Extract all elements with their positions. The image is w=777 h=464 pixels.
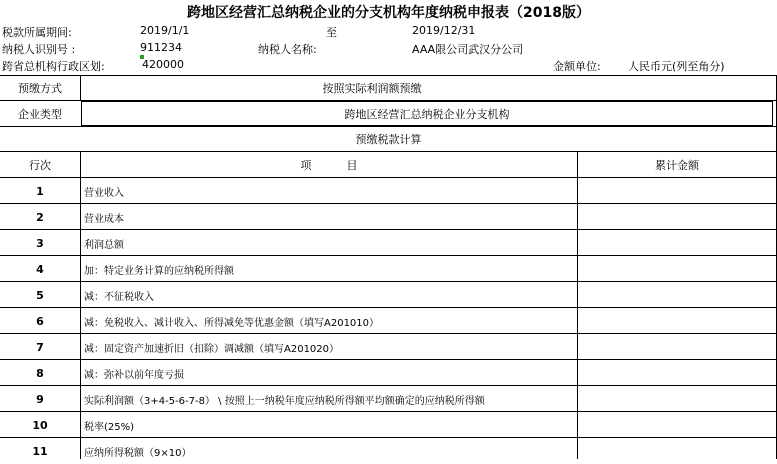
amount-cell[interactable] <box>578 308 776 334</box>
taxpayer-id-label: 纳税人识别号 : <box>2 43 76 56</box>
table-row <box>0 282 777 308</box>
row-item: 实际利润额（3+4-5-6-7-8） \ 按照上一纳税年度应纳税所得额平均额确定的应纳税所得额 <box>84 395 485 407</box>
row-item: 减：不征税收入 <box>84 291 154 303</box>
col-amount: 累计金额 <box>655 158 699 172</box>
col-item: 项 目 <box>300 158 358 172</box>
amount-cell[interactable] <box>578 204 776 230</box>
amount-cell[interactable] <box>578 360 776 386</box>
row-number: 9 <box>36 392 44 406</box>
row-item: 加：特定业务计算的应纳税所得额 <box>84 265 234 277</box>
amount-cell[interactable] <box>578 256 776 282</box>
row-item: 应纳所得税额（9×10） <box>84 447 192 459</box>
taxpayer-id[interactable]: 911234 <box>140 41 182 54</box>
amount-cell[interactable] <box>578 386 776 412</box>
row-item: 营业收入 <box>84 187 124 199</box>
unit-value: 人民币元(列至角分) <box>628 60 725 73</box>
row-number: 2 <box>36 210 44 224</box>
row-number: 5 <box>36 288 44 302</box>
enterprise-value[interactable]: 跨地区经营汇总纳税企业分支机构 <box>81 101 773 126</box>
row-number: 4 <box>36 262 44 276</box>
table-row <box>0 308 777 334</box>
taxpayer-name-label: 纳税人名称: <box>258 43 317 56</box>
section-title: 预缴税款计算 <box>355 133 422 146</box>
row-item: 利润总额 <box>84 239 124 251</box>
row-number: 10 <box>32 418 48 432</box>
period-start[interactable]: 2019/1/1 <box>140 24 190 37</box>
table-row <box>0 204 777 230</box>
amount-cell[interactable] <box>578 412 776 438</box>
amount-cell[interactable] <box>578 230 776 256</box>
row-number: 1 <box>36 184 44 198</box>
period-label: 税款所属期间: <box>2 26 72 39</box>
period-end[interactable]: 2019/12/31 <box>412 24 476 37</box>
row-number: 3 <box>36 236 44 250</box>
table-row <box>0 386 777 412</box>
row-item: 减：免税收入、减计收入、所得减免等优惠金额（填写A201010） <box>84 317 380 329</box>
col-row-no: 行次 <box>29 158 51 172</box>
table-row <box>0 230 777 256</box>
row-number: 11 <box>32 444 48 458</box>
row-number: 6 <box>36 314 44 328</box>
row-item: 减：固定资产加速折旧（扣除）调减额（填写A201020） <box>84 343 340 355</box>
prepay-label: 预缴方式 <box>18 82 62 95</box>
table-row <box>0 256 777 282</box>
table-row <box>0 334 777 360</box>
unit-label: 金额单位: <box>553 60 601 73</box>
region-code[interactable]: 420000 <box>142 58 184 71</box>
prepay-value[interactable]: 按照实际利润额预缴 <box>322 82 422 95</box>
table-row <box>0 178 777 204</box>
period-to: 至 <box>326 26 337 39</box>
amount-cell[interactable] <box>578 438 776 464</box>
row-item: 营业成本 <box>84 213 124 225</box>
enterprise-label: 企业类型 <box>18 107 62 121</box>
table-row <box>0 412 777 438</box>
amount-cell[interactable] <box>578 282 776 308</box>
row-item: 税率(25%) <box>84 421 135 433</box>
taxpayer-name[interactable]: AAA限公司武汉分公司 <box>412 43 524 56</box>
table-row <box>0 438 777 464</box>
amount-cell[interactable] <box>578 334 776 360</box>
amount-cell[interactable] <box>578 178 776 204</box>
region-label: 跨省总机构行政区划: <box>2 60 105 73</box>
row-number: 7 <box>36 340 44 354</box>
table-row <box>0 360 777 386</box>
report-title: 跨地区经营汇总纳税企业的分支机构年度纳税申报表（2018版） <box>187 5 590 21</box>
row-number: 8 <box>36 366 44 380</box>
row-item: 减：弥补以前年度亏损 <box>84 369 184 381</box>
